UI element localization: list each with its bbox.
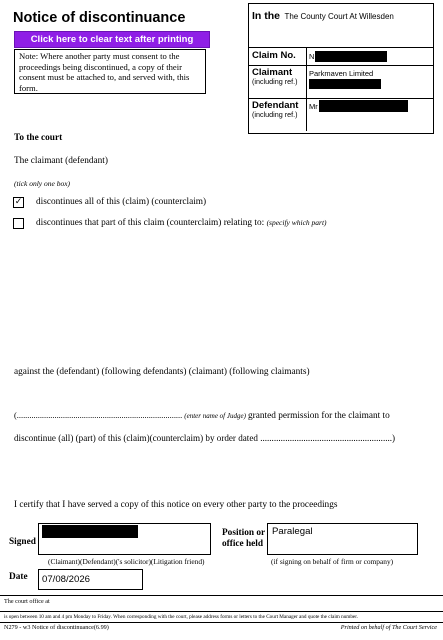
defendant-label: Defendant (including ref.) xyxy=(252,100,299,119)
signed-caption: (Claimant)(Defendant)('s solicitor)(Litigation friend) xyxy=(48,557,205,566)
tick-hint: (tick only one box) xyxy=(14,179,71,188)
form-title: Notice of discontinuance xyxy=(13,10,186,26)
clear-text-button[interactable]: Click here to clear text after printing xyxy=(14,31,210,48)
claim-no-redaction xyxy=(315,51,387,62)
date-label: Date xyxy=(9,572,28,582)
signed-label: Signed xyxy=(9,537,36,547)
judge-line: (............................................................................... (enter name of Judge) granted permission for the claimant to xyxy=(14,411,390,421)
claimant-ref-redaction xyxy=(309,79,381,89)
court-row xyxy=(249,4,433,48)
claimant-label: Claimant (including ref.) xyxy=(252,67,298,86)
court-office-label: The court office at xyxy=(4,598,50,605)
position-field[interactable]: Paralegal xyxy=(267,523,418,555)
discontinue-order-line: discontinue (all) (part) of this (claim)(counterclaim) by order dated ..........................................................) xyxy=(14,433,396,443)
discontinue-all-checkbox[interactable]: ✓ xyxy=(14,197,23,207)
discontinue-part-checkbox[interactable] xyxy=(13,218,24,229)
case-details-box xyxy=(248,3,434,134)
signature-redaction xyxy=(42,525,138,538)
court-hours: is open between 10 am and 4 pm Monday to Friday. When corresponding with the court, please address forms or letters to the Court Manager and quote the claim number. xyxy=(4,614,358,620)
part-details-field[interactable] xyxy=(14,234,434,359)
printed-by: Printed on behalf of The Court Service xyxy=(340,624,437,631)
discontinue-part-label: discontinues that part of this claim (counterclaim) relating to: (specify which part) xyxy=(36,218,327,228)
position-label: Position or office held xyxy=(222,528,266,549)
to-court-heading: To the court xyxy=(14,133,63,143)
date-field[interactable]: 07/08/2026 xyxy=(38,569,143,590)
against-line: against the (defendant) (following defendants) (claimant) (following claimants) xyxy=(14,367,310,377)
consent-note: Note: Where another party must consent to the proceedings being discontinued, a copy of their consent must be attached to, and served with, this form. xyxy=(14,49,206,94)
court-name-field[interactable]: The County Court At Willesden xyxy=(284,12,394,21)
defendant-redaction xyxy=(319,100,408,112)
court-label: In the xyxy=(252,10,280,22)
position-caption: (if signing on behalf of firm or company) xyxy=(271,557,394,566)
form-code: N279 - w3 Notice of discontinuance(6.99) xyxy=(4,624,109,631)
defendant-field[interactable]: Mr xyxy=(309,102,318,111)
signature-field[interactable] xyxy=(38,523,211,555)
discontinue-all-label: discontinues all of this (claim) (counterclaim) xyxy=(36,197,207,207)
claim-no-field[interactable]: N xyxy=(309,52,315,61)
certify-statement: I certify that I have served a copy of this notice on every other party to the proceedings xyxy=(14,500,338,510)
claim-no-label: Claim No. xyxy=(252,50,296,61)
claimant-field[interactable]: Parkmaven Limited xyxy=(309,69,374,78)
claimant-defendant-line: The claimant (defendant) xyxy=(14,156,108,166)
